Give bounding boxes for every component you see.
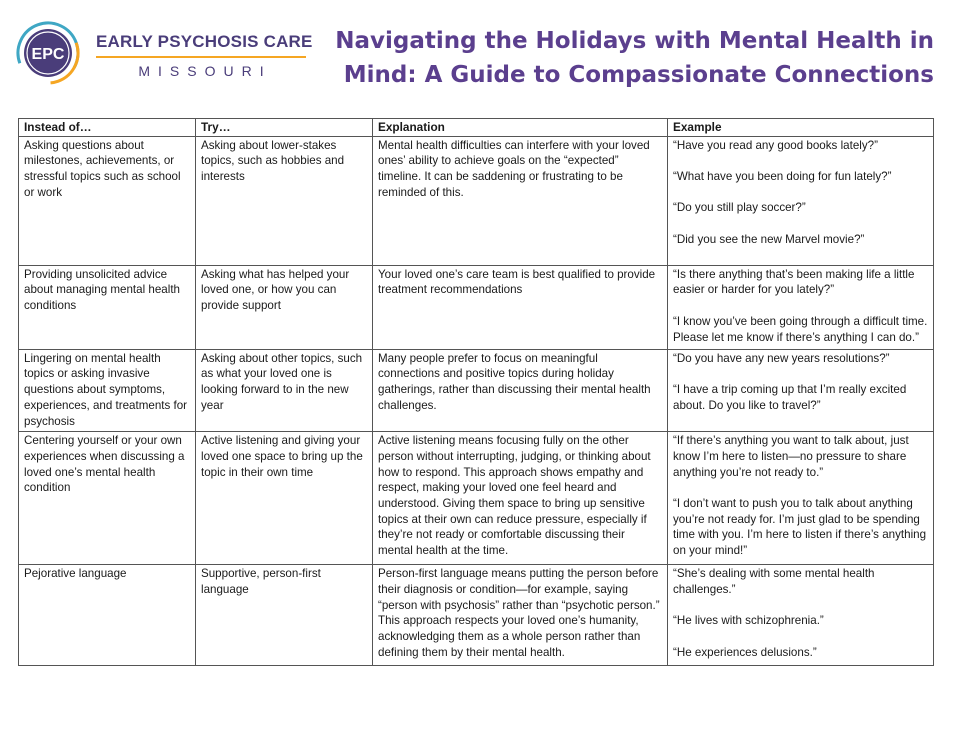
table-header-row — [19, 119, 934, 137]
cell-example — [668, 432, 934, 565]
logo-subtitle: MISSOURI — [138, 63, 272, 79]
example-quote: “Do you have any new years resolutions?” — [673, 351, 890, 365]
table-row — [19, 136, 934, 265]
example-quote: “Have you read any good books lately?” — [673, 138, 878, 152]
logo-divider — [96, 56, 306, 58]
cell-try: Asking about other topics, such as what your loved one is looking forward to in the new year — [196, 349, 373, 432]
example-quote: “I know you’ve been going through a difficult time. Please let me know if there’s anything I can do.” — [673, 314, 928, 344]
example-quote: “Is there anything that’s been making life a little easier or harder for you lately?” — [673, 267, 915, 297]
cell-instead-of: Pejorative language — [19, 565, 196, 666]
header-example: Example — [668, 119, 934, 137]
cell-try: Asking about lower-stakes topics, such as hobbies and interests — [196, 136, 373, 265]
cell-instead-of: Lingering on mental health topics or asking invasive questions about symptoms, experiences, and treatments for psychosis — [19, 349, 196, 432]
guide-table — [18, 118, 934, 666]
example-quote: “She’s dealing with some mental health challenges.” — [673, 567, 875, 596]
table-row — [19, 565, 934, 666]
table-row — [19, 432, 934, 565]
cell-try: Active listening and giving your loved one space to bring up the topic in their own time — [196, 432, 373, 565]
header-explanation: Explanation — [373, 119, 668, 137]
table-row — [19, 349, 934, 432]
cell-explanation: Mental health difficulties can interfere with your loved ones’ ability to achieve goals on the “expected” timeline. It can be saddening or frustrating to be reminded of this. — [373, 136, 668, 265]
cell-try: Supportive, person-first language — [196, 565, 373, 666]
header-try: Try… — [196, 119, 373, 137]
cell-example — [668, 349, 934, 432]
logo-wordmark — [96, 32, 313, 79]
logo-title: EARLY PSYCHOSIS CARE — [96, 32, 313, 51]
page-title: Navigating the Holidays with Mental Health in Mind: A Guide to Compassionate Connections — [335, 28, 934, 88]
cell-explanation: Your loved one’s care team is best qualified to provide treatment recommendations — [373, 265, 668, 349]
example-quote: “I have a trip coming up that I’m really excited about. Do you like to travel?” — [673, 383, 907, 412]
example-quote: “Do you still play soccer?” — [673, 201, 806, 215]
cell-instead-of: Providing unsolicited advice about managing mental health conditions — [19, 265, 196, 349]
example-quote: “If there’s anything you want to talk about, just know I’m here to listen—no pressure to share anything you’re not ready to.” — [673, 434, 909, 479]
table-row — [19, 265, 934, 349]
cell-example — [668, 565, 934, 666]
logo-badge: EPC — [31, 46, 65, 63]
epc-logo-icon — [15, 20, 81, 86]
example-quote: “He experiences delusions.” — [673, 645, 817, 659]
cell-try: Asking what has helped your loved one, or how you can provide support — [196, 265, 373, 349]
cell-explanation: Many people prefer to focus on meaningful connections and positive topics during holiday gatherings, rather than discussing their mental health challenges. — [373, 349, 668, 432]
header-instead-of: Instead of… — [19, 119, 196, 137]
cell-instead-of: Asking questions about milestones, achievements, or stressful topics such as school or work — [19, 136, 196, 265]
cell-example — [668, 136, 934, 265]
cell-explanation: Person-first language means putting the person before their diagnosis or condition—for example, saying “person with psychosis” rather than “psychotic person.” This approach respects your loved one’s humanity, acknowledging them as a whole person rather than defining them by their mental health. — [373, 565, 668, 666]
cell-explanation: Active listening means focusing fully on the other person without interrupting, judging, or thinking about how to respond. This approach shows empathy and respect, making your loved one feel heard and understood. Giving them space to bring up sensitive topics at their own can reduce pressure, especially if they’re not ready or comfortable discussing their mental health at the time. — [373, 432, 668, 565]
page-header — [0, 0, 954, 110]
example-quote: “Did you see the new Marvel movie?” — [673, 232, 865, 246]
example-quote: “I don’t want to push you to talk about anything you’re not ready for. I’m just glad to be spending time with you. I’m here to listen if there’s anything on your mind!” — [673, 497, 927, 558]
example-quote: “What have you been doing for fun lately?” — [673, 170, 892, 184]
example-quote: “He lives with schizophrenia.” — [673, 614, 824, 628]
cell-example — [668, 265, 934, 349]
cell-instead-of: Centering yourself or your own experiences when discussing a loved one’s mental health condition — [19, 432, 196, 565]
